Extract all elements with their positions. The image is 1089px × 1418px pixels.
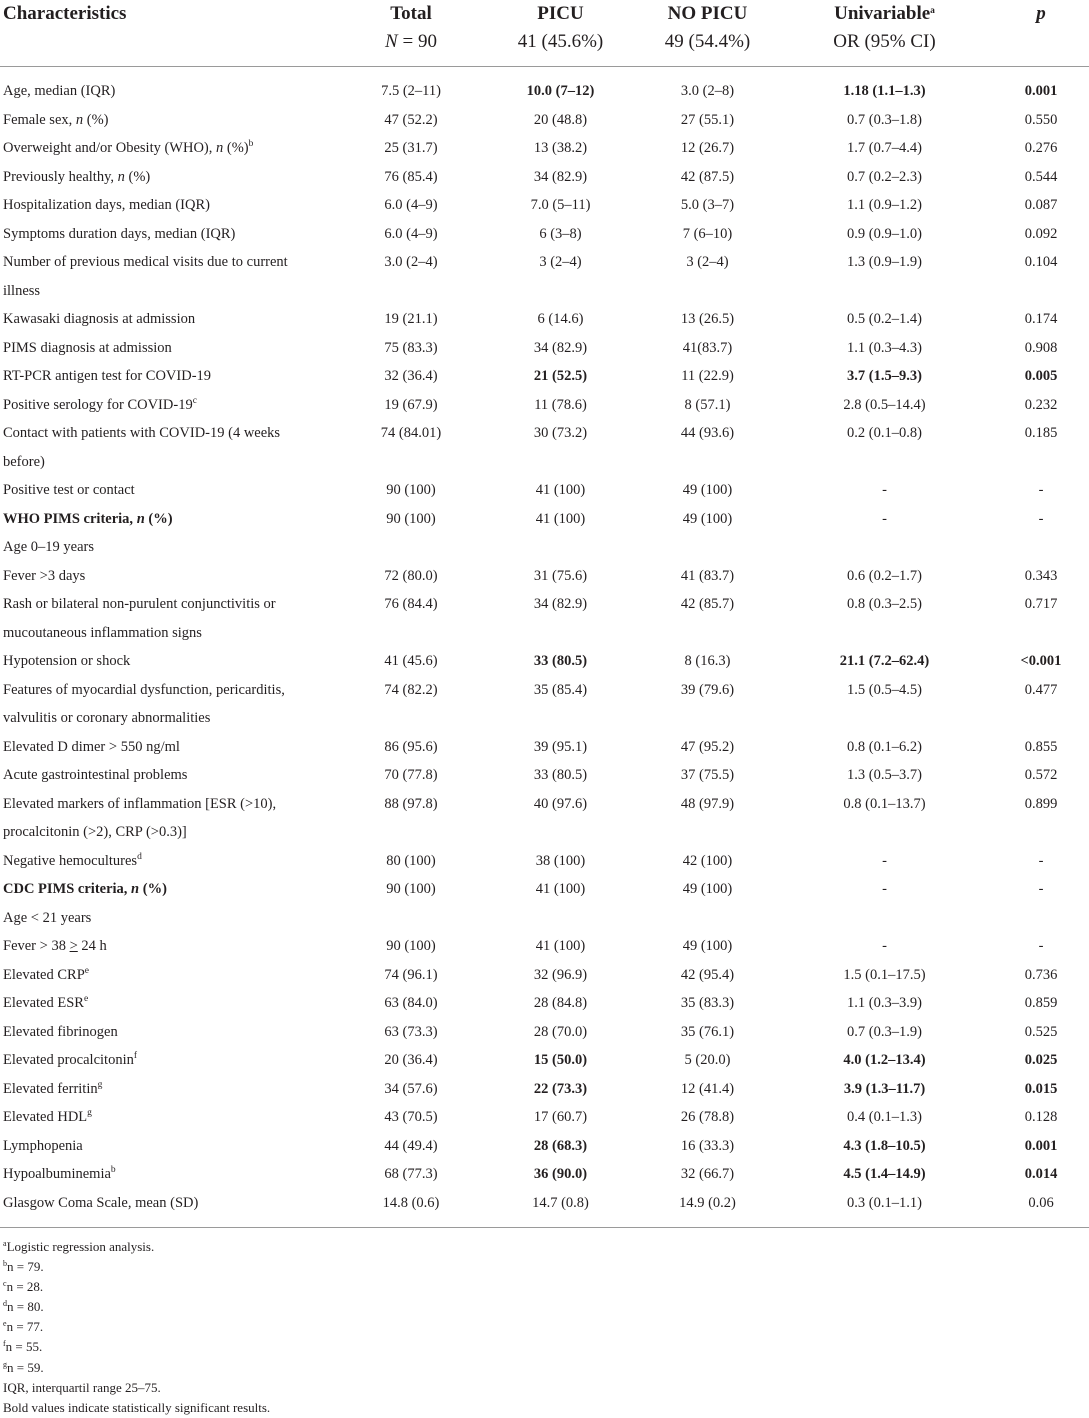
cell-or: 4.5 (1.4–14.9)	[843, 1166, 926, 1182]
cell-or: 0.5 (0.2–1.4)	[847, 311, 922, 327]
cell-total: 70 (77.8)	[384, 767, 438, 783]
cell-nopicu: 49 (100)	[682, 938, 733, 954]
cell-picu: 30 (73.2)	[533, 425, 588, 441]
cell-or: 1.3 (0.9–1.9)	[847, 254, 922, 270]
table-row	[0, 476, 1089, 505]
cell-picu: 33 (80.5)	[533, 767, 588, 783]
cell-characteristic: Acute gastrointestinal problems	[3, 767, 188, 783]
cell-p: 0.276	[1024, 140, 1058, 156]
cell-total: 68 (77.3)	[384, 1166, 438, 1182]
cell-picu: 28 (70.0)	[533, 1023, 588, 1040]
cell-nopicu: 7 (6–10)	[682, 225, 733, 242]
cell-or	[776, 533, 993, 562]
table-row	[0, 904, 1089, 933]
table-row	[0, 1160, 1089, 1189]
cell-or: 21.1 (7.2–62.4)	[839, 653, 930, 669]
cell-picu: 15 (50.0)	[533, 1052, 588, 1068]
cell-total	[340, 904, 482, 933]
cell-characteristic: Contact with patients with COVID-19 (4 weeks before)	[3, 425, 281, 470]
cell-characteristic: Previously healthy, n (%)	[3, 168, 151, 185]
cell-or: 3.9 (1.3–11.7)	[843, 1080, 926, 1097]
cell-picu: 38 (100)	[535, 852, 586, 869]
table-row	[0, 647, 1089, 676]
table-row	[0, 505, 1089, 534]
table-row	[0, 419, 1089, 476]
cell-p	[993, 904, 1089, 933]
cell-or: 0.7 (0.3–1.8)	[847, 111, 922, 128]
cell-total: 34 (57.6)	[384, 1080, 438, 1097]
cell-p: 0.005	[1024, 368, 1058, 384]
cell-total: 74 (84.01)	[380, 425, 442, 441]
cell-characteristic: Number of previous medical visits due to current illness	[3, 254, 288, 299]
header-nopicu-sub: 49 (54.4%)	[664, 31, 751, 52]
cell-or: 1.1 (0.3–3.9)	[847, 995, 922, 1011]
footnote: Bold values indicate statistically significant results.	[3, 1399, 271, 1415]
cell-characteristic: Elevated fibrinogen	[3, 1023, 118, 1040]
cell-characteristic: WHO PIMS criteria, n (%)	[3, 510, 173, 527]
cell-characteristic: PIMS diagnosis at admission	[3, 339, 172, 356]
cell-characteristic: Elevated HDL$^g$	[3, 1108, 92, 1125]
table-row	[0, 163, 1089, 192]
cell-total: 6.0 (4–9)	[384, 225, 438, 242]
cell-total: 90 (100)	[386, 938, 436, 954]
cell-nopicu: 35 (83.3)	[680, 995, 735, 1011]
cell-total: 6.0 (4–9)	[384, 197, 438, 213]
cell-characteristic: Symptoms duration days, median (IQR)	[3, 225, 236, 242]
cell-or: -	[882, 510, 887, 527]
cell-or: 0.2 (0.1–0.8)	[847, 425, 922, 441]
cell-total: 90 (100)	[386, 881, 436, 897]
table-row	[0, 220, 1089, 249]
cell-picu: 31 (75.6)	[533, 567, 588, 584]
cell-picu: 35 (85.4)	[533, 681, 588, 698]
cell-p: 0.859	[1024, 995, 1058, 1011]
cell-total: 7.5 (2–11)	[381, 83, 441, 99]
cell-nopicu: 42 (95.4)	[680, 966, 735, 983]
cell-total: 74 (82.2)	[384, 681, 438, 698]
cell-or: -	[882, 938, 887, 954]
cell-characteristic: Elevated D dimer > 550 ng/ml	[3, 738, 180, 755]
cell-picu: 36 (90.0)	[533, 1166, 588, 1182]
cell-total	[340, 533, 482, 562]
cell-total: 74 (96.1)	[384, 966, 438, 983]
table-row	[0, 248, 1089, 305]
header-total	[340, 0, 482, 67]
cell-or: 2.8 (0.5–14.4)	[843, 396, 926, 413]
footnote: $^d$n = 80.	[3, 1299, 44, 1315]
cell-picu: 13 (38.2)	[533, 140, 588, 156]
table-row	[0, 1018, 1089, 1047]
cell-picu: 41 (100)	[535, 510, 586, 527]
cell-characteristic: Female sex, n (%)	[3, 111, 109, 128]
cell-p: 0.550	[1024, 111, 1058, 128]
cell-total: 41 (45.6)	[384, 653, 438, 669]
header-nopicu-label: NO PICU	[667, 3, 748, 24]
cell-or: 1.3 (0.5–3.7)	[847, 767, 922, 783]
cell-p: 0.104	[1024, 254, 1058, 270]
cell-or	[776, 904, 993, 933]
cell-nopicu: 5.0 (3–7)	[680, 197, 735, 213]
cell-characteristic: Age, median (IQR)	[3, 83, 116, 99]
header-picu	[482, 0, 639, 67]
cell-p: 0.185	[1024, 425, 1058, 441]
footnote: IQR, interquartil range 25–75.	[3, 1379, 161, 1395]
cell-p: 0.174	[1024, 311, 1058, 327]
cell-or: 4.3 (1.8–10.5)	[843, 1137, 926, 1154]
cell-nopicu: 14.9 (0.2)	[639, 1189, 776, 1228]
cell-p: 0.015	[1024, 1080, 1058, 1097]
cell-nopicu: 42 (87.5)	[680, 168, 735, 185]
cell-or: -	[882, 852, 887, 869]
header-nopicu	[639, 0, 776, 67]
table-row	[0, 790, 1089, 847]
table-row	[0, 676, 1089, 733]
cell-p	[993, 533, 1089, 562]
cell-picu: 10.0 (7–12)	[526, 83, 595, 99]
cell-characteristic: Features of myocardial dysfunction, pericarditis, valvulitis or coronary abnormalities	[3, 681, 285, 726]
cell-characteristic: Overweight and/or Obesity (WHO), n (%)$^b$	[3, 139, 254, 156]
footnote: $^f$n = 55.	[3, 1339, 43, 1355]
cell-picu: 6 (14.6)	[537, 311, 584, 327]
cell-picu: 34 (82.9)	[533, 596, 588, 612]
cell-p: -	[1038, 852, 1044, 869]
table-row	[0, 875, 1089, 904]
cell-characteristic: Hypotension or shock	[3, 653, 131, 669]
cell-picu: 17 (60.7)	[533, 1109, 588, 1125]
cell-picu: 6 (3–8)	[539, 225, 582, 242]
cell-p: 0.572	[1024, 767, 1058, 783]
header-picu-sub: 41 (45.6%)	[517, 31, 604, 52]
cell-picu: 22 (73.3)	[533, 1080, 588, 1097]
cell-or: -	[882, 482, 887, 498]
header-picu-label: PICU	[537, 3, 584, 24]
cell-picu: 41 (100)	[535, 938, 586, 954]
table-row	[0, 391, 1089, 420]
cell-total: 20 (36.4)	[384, 1052, 438, 1068]
cell-nopicu: 41 (83.7)	[680, 567, 735, 584]
cell-picu: 41 (100)	[535, 881, 586, 897]
cell-or: 0.6 (0.2–1.7)	[847, 567, 922, 584]
cell-picu: 3 (2–4)	[539, 254, 582, 270]
header-characteristics: Characteristics	[0, 0, 340, 67]
table-header	[0, 0, 1089, 67]
cell-picu: 34 (82.9)	[533, 168, 588, 185]
cell-or: 0.4 (0.1–1.3)	[847, 1109, 922, 1125]
cell-picu: 33 (80.5)	[533, 653, 588, 669]
cell-p: -	[1038, 938, 1044, 954]
cell-p: 0.525	[1024, 1023, 1058, 1040]
cell-total: 80 (100)	[386, 852, 436, 869]
table-row	[0, 961, 1089, 990]
cell-picu: 20 (48.8)	[533, 111, 588, 128]
cell-picu	[482, 533, 639, 562]
table-row	[0, 761, 1089, 790]
cell-or: 1.1 (0.9–1.2)	[847, 197, 922, 213]
cell-picu: 11 (78.6)	[534, 396, 587, 413]
cell-total: 19 (67.9)	[384, 396, 438, 413]
cell-characteristic: Fever > 38 > 24 h	[3, 938, 107, 954]
cell-picu: 34 (82.9)	[533, 339, 588, 356]
cell-p: 0.025	[1024, 1052, 1058, 1068]
cell-p: 0.908	[1024, 339, 1058, 356]
cell-p: -	[1038, 482, 1044, 498]
cell-nopicu: 49 (100)	[682, 482, 733, 498]
cell-characteristic: Elevated markers of inflammation [ESR (>10), procalcitonin (>2), CRP (>0.3)]	[3, 795, 277, 840]
cell-nopicu: 26 (78.8)	[680, 1109, 735, 1125]
table-footnotes	[3, 1237, 270, 1418]
cell-p: 0.477	[1024, 681, 1058, 698]
header-or-label: OR (95% CI)	[833, 31, 936, 52]
cell-characteristic: Elevated procalcitonin$^f$	[3, 1051, 138, 1068]
cell-nopicu: 42 (85.7)	[680, 596, 735, 612]
cell-characteristic: Fever >3 days	[3, 567, 86, 584]
cell-picu: 14.7 (0.8)	[482, 1189, 639, 1228]
cell-p: 0.736	[1024, 966, 1058, 983]
cell-or: 1.1 (0.3–4.3)	[847, 339, 922, 356]
table-row	[0, 590, 1089, 647]
cell-characteristic: Age < 21 years	[3, 909, 92, 926]
footnote: $^g$n = 59.	[3, 1359, 44, 1375]
cell-or: 0.7 (0.2–2.3)	[847, 168, 922, 185]
cell-nopicu	[639, 533, 776, 562]
table-row	[0, 1075, 1089, 1104]
cell-characteristic: Positive test or contact	[3, 482, 135, 498]
cell-picu	[482, 904, 639, 933]
cell-total: 14.8 (0.6)	[340, 1189, 482, 1228]
table-row	[0, 562, 1089, 591]
cell-nopicu: 8 (16.3)	[684, 653, 731, 669]
cell-p: -	[1038, 510, 1044, 527]
cell-nopicu: 47 (95.2)	[680, 738, 735, 755]
table-row	[0, 191, 1089, 220]
cell-nopicu: 42 (100)	[682, 852, 733, 869]
table-row	[0, 106, 1089, 135]
footnote: $^a$Logistic regression analysis.	[3, 1239, 155, 1254]
table-row	[0, 533, 1089, 562]
header-univariable-label: Univariable	[834, 3, 931, 24]
cell-picu: 28 (84.8)	[533, 995, 588, 1011]
cell-p: 0.092	[1024, 225, 1058, 242]
footnote: $^c$n = 28.	[3, 1279, 44, 1295]
cell-total: 75 (83.3)	[384, 339, 438, 356]
cell-characteristic: Lymphopenia	[3, 1137, 83, 1154]
cell-characteristic: Negative hemocultures$^d$	[3, 851, 142, 869]
cell-or: 1.5 (0.1–17.5)	[843, 966, 926, 983]
cell-p: 0.014	[1024, 1166, 1058, 1182]
cell-nopicu: 48 (97.9)	[680, 795, 735, 812]
cell-nopicu: 11 (22.9)	[681, 368, 734, 384]
cell-or: 1.18 (1.1–1.3)	[843, 83, 926, 99]
cell-characteristic: Elevated CRP$^e$	[3, 965, 89, 983]
cell-characteristic: Positive serology for COVID-19$^c$	[3, 395, 197, 413]
table-row	[0, 932, 1089, 961]
table-body	[0, 67, 1089, 1228]
cell-nopicu: 12 (41.4)	[680, 1080, 735, 1097]
cell-or: 1.7 (0.7–4.4)	[847, 140, 922, 156]
cell-characteristic: RT-PCR antigen test for COVID-19	[3, 368, 212, 384]
table-row	[0, 1046, 1089, 1075]
cell-or: 1.5 (0.5–4.5)	[847, 681, 922, 698]
cell-characteristic: Elevated ferritin$^g$	[3, 1079, 103, 1097]
table-row	[0, 1103, 1089, 1132]
cell-characteristic: Rash or bilateral non-purulent conjunctivitis or mucoutaneous inflammation signs	[3, 596, 276, 641]
cell-p: 0.128	[1024, 1109, 1058, 1125]
cell-total: 76 (85.4)	[384, 168, 438, 185]
cell-nopicu: 37 (75.5)	[680, 767, 735, 783]
table-row	[0, 1132, 1089, 1161]
cell-p: -	[1038, 881, 1044, 897]
cell-characteristic: CDC PIMS criteria, n (%)	[3, 881, 167, 897]
cell-p: 0.232	[1024, 396, 1058, 413]
cell-total: 90 (100)	[386, 510, 436, 527]
cell-nopicu: 32 (66.7)	[680, 1166, 735, 1182]
cell-p: 0.717	[1024, 596, 1058, 612]
cell-total: 63 (84.0)	[384, 995, 438, 1011]
cell-or: 4.0 (1.2–13.4)	[843, 1052, 926, 1068]
cell-nopicu: 12 (26.7)	[680, 140, 735, 156]
cell-or: 3.7 (1.5–9.3)	[847, 368, 922, 384]
table-row	[0, 989, 1089, 1018]
table-row	[0, 733, 1089, 762]
cell-picu: 39 (95.1)	[533, 738, 588, 755]
cell-nopicu: 13 (26.5)	[680, 311, 735, 327]
cell-p: 0.06	[993, 1189, 1089, 1228]
cell-p: 0.087	[1024, 197, 1058, 213]
cell-nopicu: 5 (20.0)	[684, 1052, 731, 1068]
cell-picu: 40 (97.6)	[533, 795, 588, 812]
cell-characteristic: Hospitalization days, median (IQR)	[3, 197, 210, 213]
cell-p: 0.001	[1024, 1137, 1058, 1154]
cell-or: -	[882, 881, 887, 897]
cell-nopicu: 16 (33.3)	[680, 1137, 735, 1154]
table-row	[0, 305, 1089, 334]
cell-total: 25 (31.7)	[384, 140, 438, 156]
cell-or: 0.9 (0.9–1.0)	[847, 225, 922, 242]
header-p: p	[993, 0, 1089, 67]
cell-nopicu: 39 (79.6)	[680, 681, 735, 698]
cell-characteristic: Elevated ESR$^e$	[3, 994, 89, 1011]
cell-picu: 28 (68.3)	[533, 1137, 588, 1154]
cell-or: 0.3 (0.1–1.1)	[776, 1189, 993, 1228]
cell-nopicu	[639, 904, 776, 933]
cell-total: 90 (100)	[386, 482, 436, 498]
cell-characteristic: Glasgow Coma Scale, mean (SD)	[0, 1189, 340, 1228]
cell-p: 0.855	[1024, 738, 1058, 755]
table-row	[0, 362, 1089, 391]
cell-total: 72 (80.0)	[384, 567, 438, 584]
cell-picu: 41 (100)	[535, 482, 586, 498]
table-row	[0, 1189, 1089, 1228]
cell-total: 76 (84.4)	[384, 596, 438, 612]
cell-total: 32 (36.4)	[384, 368, 438, 384]
cell-characteristic: Kawasaki diagnosis at admission	[3, 311, 196, 327]
cell-characteristic: Hypoalbuminemia$^b$	[3, 1165, 116, 1182]
cell-or: 0.8 (0.1–6.2)	[847, 738, 922, 755]
cell-total: 63 (73.3)	[384, 1023, 438, 1040]
cell-nopicu: 8 (57.1)	[684, 396, 731, 413]
cell-nopicu: 41(83.7)	[682, 339, 733, 356]
table-row	[0, 334, 1089, 363]
cell-characteristic: Age 0–19 years	[3, 539, 95, 555]
table-row	[0, 134, 1089, 163]
cell-nopicu: 3 (2–4)	[686, 254, 729, 270]
cell-nopicu: 35 (76.1)	[680, 1023, 735, 1040]
table-row	[0, 67, 1089, 106]
cell-p: 0.544	[1024, 168, 1058, 185]
cell-total: 47 (52.2)	[384, 111, 438, 128]
cell-total: 3.0 (2–4)	[384, 254, 438, 270]
header-total-n: N = 90	[385, 31, 437, 52]
cell-picu: 7.0 (5–11)	[530, 197, 591, 213]
cell-picu: 21 (52.5)	[533, 368, 588, 384]
cell-p: 0.343	[1024, 567, 1058, 584]
table-row	[0, 847, 1089, 876]
header-total-label: Total	[390, 3, 432, 24]
cell-nopicu: 49 (100)	[682, 510, 733, 527]
cell-p: 0.899	[1024, 795, 1058, 812]
cell-p: 0.001	[1024, 83, 1058, 99]
header-univariable: Univariable$^a$ OR (95% CI)	[776, 0, 993, 67]
cell-or: 0.8 (0.3–2.5)	[847, 596, 922, 612]
cell-or: 0.7 (0.3–1.9)	[847, 1023, 922, 1040]
footnote: $^b$n = 79.	[3, 1259, 44, 1275]
cell-or: 0.8 (0.1–13.7)	[843, 795, 926, 812]
cell-total: 86 (95.6)	[384, 738, 438, 755]
cell-total: 44 (49.4)	[384, 1137, 438, 1154]
cell-nopicu: 27 (55.1)	[680, 111, 735, 128]
cell-picu: 32 (96.9)	[533, 966, 588, 983]
cell-total: 19 (21.1)	[384, 311, 438, 327]
cell-nopicu: 44 (93.6)	[680, 425, 735, 441]
cell-p: <0.001	[1020, 653, 1062, 669]
cell-total: 43 (70.5)	[384, 1109, 438, 1125]
cell-nopicu: 3.0 (2–8)	[680, 83, 735, 99]
cell-total: 88 (97.8)	[384, 795, 438, 812]
footnote: $^e$n = 77.	[3, 1319, 44, 1335]
cell-nopicu: 49 (100)	[682, 881, 733, 897]
